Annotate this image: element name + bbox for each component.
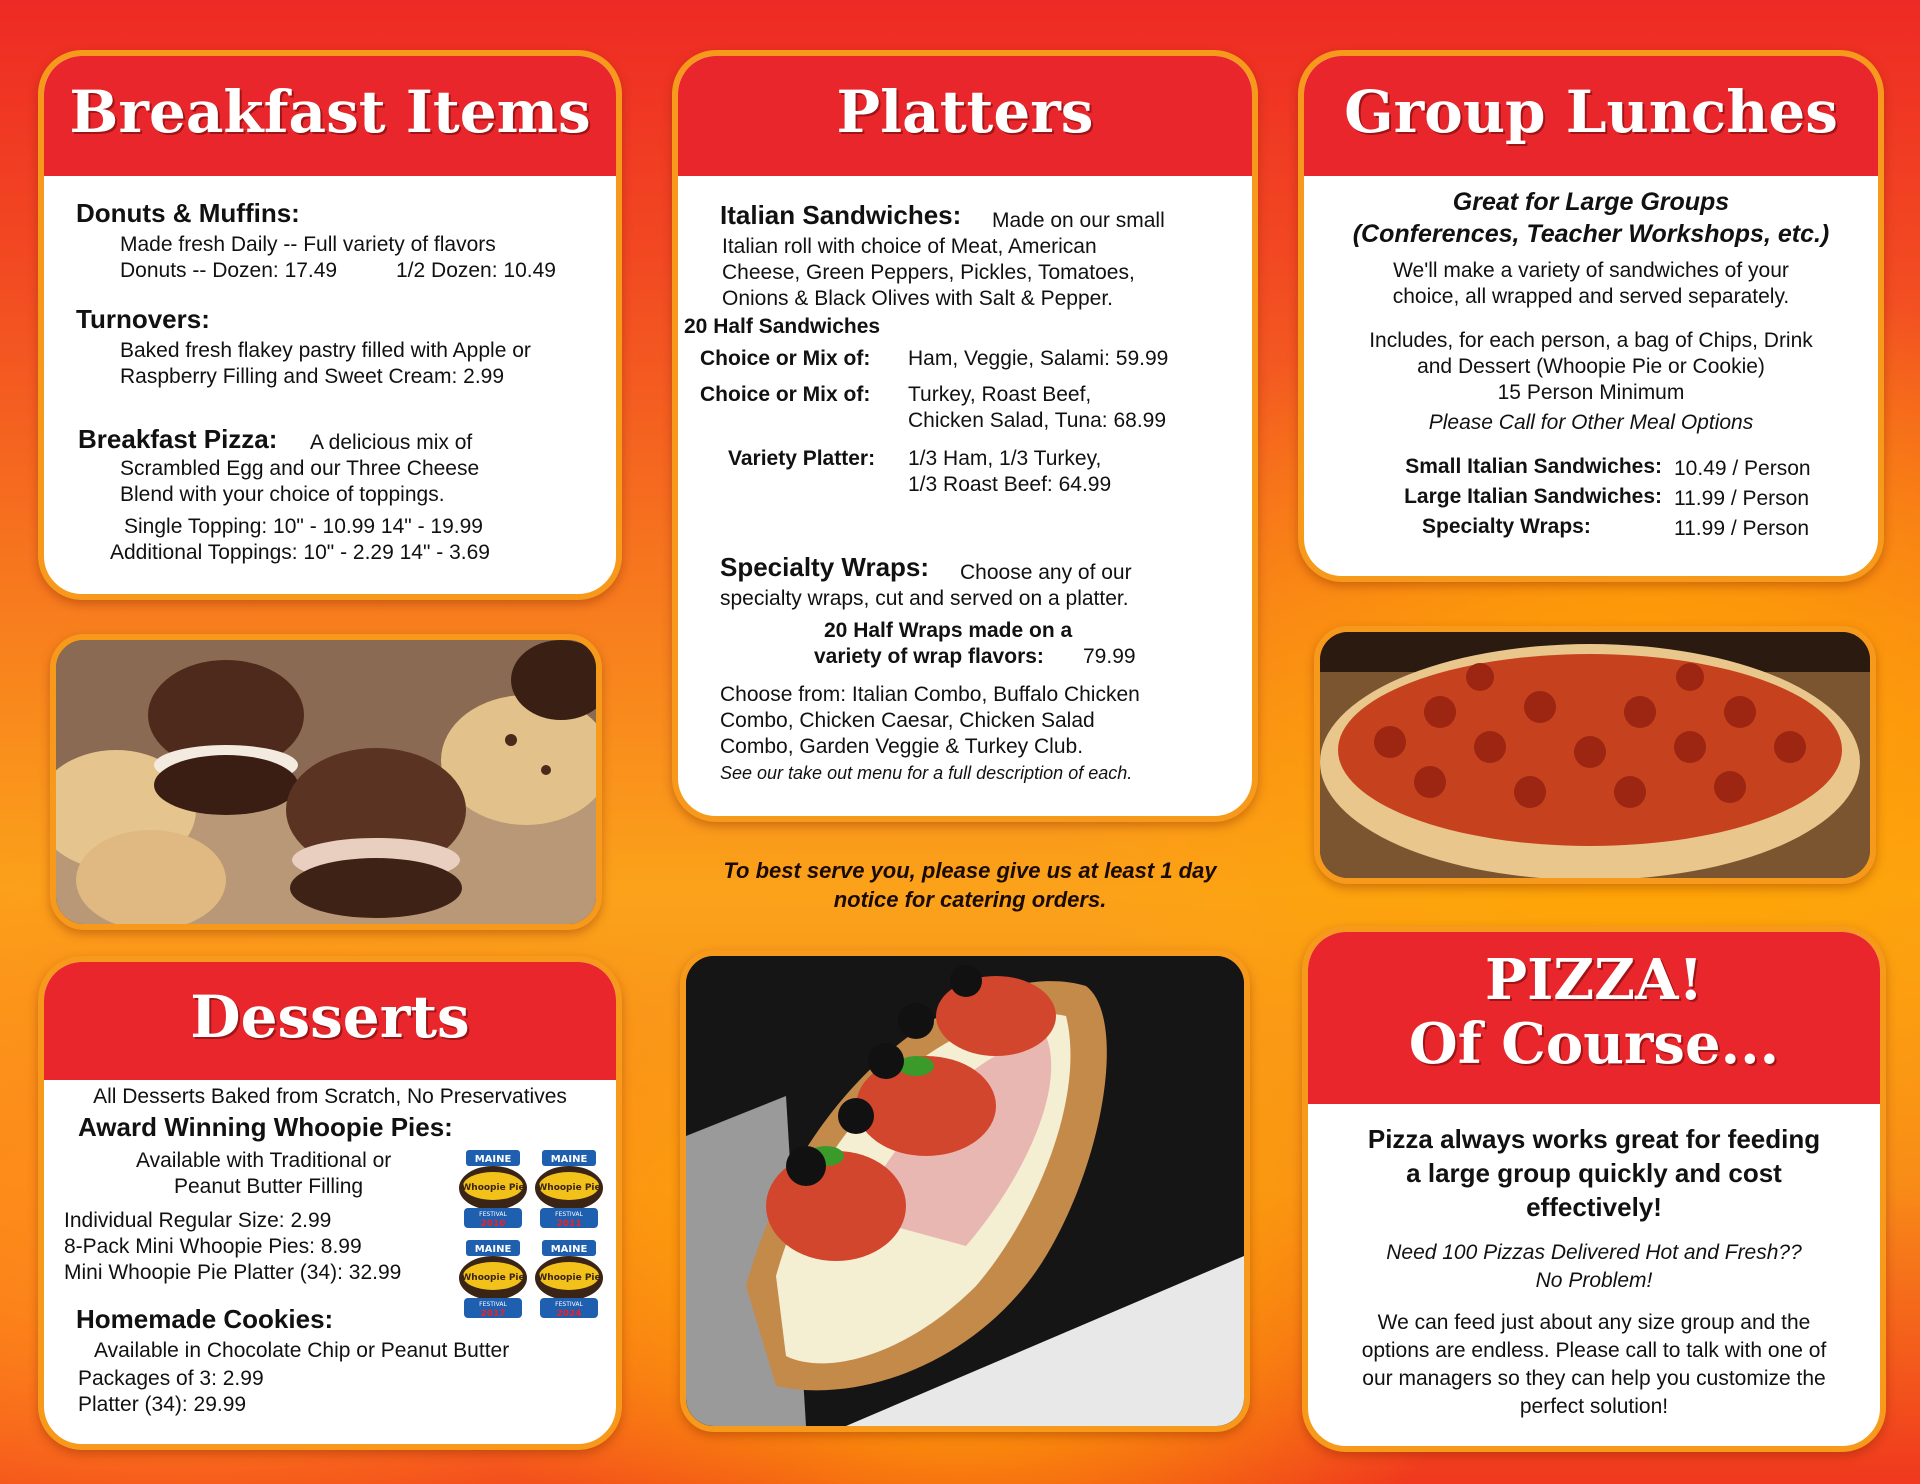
desserts-title: Desserts: [190, 983, 470, 1051]
award-badge-2011: [534, 1150, 604, 1228]
group-line2: choice, all wrapped and served separately.: [1392, 285, 1790, 308]
variety-value-b: 1/3 Roast Beef: 64.99: [908, 473, 1112, 496]
whoopie-line1: Available with Traditional or: [136, 1149, 392, 1172]
pizza-italic1: Need 100 Pizzas Delivered Hot and Fresh??: [1386, 1241, 1802, 1264]
platters-header: [678, 56, 1252, 176]
catering-notice-line1: To best serve you, please give us at least 1 day: [723, 858, 1217, 883]
badge-2010-sub: FESTIVAL: [479, 1211, 507, 1218]
cookies-price1: Packages of 3: 2.99: [78, 1367, 264, 1390]
group-line6: Please Call for Other Meal Options: [1428, 411, 1754, 434]
italian-line4: Onions & Black Olives with Salt & Pepper.: [722, 287, 1114, 310]
turnovers-line2: Raspberry Filling and Sweet Cream: 2.99: [120, 365, 505, 388]
platters-panel: [672, 50, 1258, 822]
wraps-line1: Choose any of our: [960, 561, 1132, 584]
wraps-bold2: variety of wrap flavors:: [814, 645, 1044, 668]
choice-label-1: Choice or Mix of:: [700, 347, 871, 370]
choose-line1: Choose from: Italian Combo, Buffalo Chicken: [720, 683, 1140, 706]
group-row-label-0: Small Italian Sandwiches:: [1405, 455, 1662, 478]
italian-sandwich-photo: [680, 950, 1250, 1432]
donuts-line2b: 1/2 Dozen: 10.49: [396, 259, 556, 282]
whoopie-price1: Individual Regular Size: 2.99: [64, 1209, 332, 1232]
cookies-line1: Available in Chocolate Chip or Peanut Butter: [94, 1339, 510, 1362]
breakfast-pizza-line4: Single Topping: 10" - 10.99 14" - 19.99: [124, 515, 483, 538]
group-line3: Includes, for each person, a bag of Chips, Drink: [1369, 329, 1813, 352]
award-badge-2017: [458, 1240, 528, 1318]
award-badge-2010: [458, 1150, 528, 1228]
choice-label-2: Choice or Mix of:: [700, 383, 871, 406]
badge-2017-year: 2017: [480, 1309, 506, 1318]
half-sandwiches-heading: 20 Half Sandwiches: [684, 315, 881, 338]
badge-2017-top: MAINE: [474, 1244, 512, 1255]
group-lunches-title: Group Lunches: [1344, 78, 1838, 146]
group-subtitle2: (Conferences, Teacher Workshops, etc.): [1352, 220, 1830, 248]
variety-value-a: 1/3 Ham, 1/3 Turkey,: [908, 447, 1102, 470]
sandwich-illustration: [686, 956, 1244, 1426]
wraps-bold1: 20 Half Wraps made on a: [824, 619, 1073, 642]
pizza-title2: Of Course...: [1408, 1011, 1780, 1077]
breakfast-pizza-line2: Scrambled Egg and our Three Cheese: [120, 457, 480, 480]
pizza-italic2: No Problem!: [1535, 1269, 1653, 1292]
badge-2024-main: Whoopie Pie: [537, 1273, 601, 1283]
wraps-price: 79.99: [1083, 645, 1136, 668]
badge-2024-top: MAINE: [550, 1244, 588, 1255]
platters-title: Platters: [836, 78, 1094, 146]
whoopie-cookies-photo: [50, 634, 602, 930]
italian-line1: Made on our small: [992, 209, 1165, 232]
group-line1: We'll make a variety of sandwiches of your: [1393, 259, 1789, 282]
cookies-price2: Platter (34): 29.99: [78, 1393, 247, 1416]
wraps-heading: Specialty Wraps:: [720, 552, 930, 582]
group-subtitle1: Great for Large Groups: [1452, 188, 1730, 216]
catering-notice: [660, 856, 1280, 914]
donuts-line1: Made fresh Daily -- Full variety of flavors: [120, 233, 496, 256]
badge-2011-top: MAINE: [550, 1154, 588, 1165]
donuts-heading: Donuts & Muffins:: [76, 198, 300, 228]
badge-2011-main: Whoopie Pie: [537, 1183, 601, 1193]
group-line5: 15 Person Minimum: [1497, 381, 1685, 404]
badge-2017-main: Whoopie Pie: [461, 1273, 525, 1283]
group-lunches-header: [1304, 56, 1878, 176]
choice-value-2b: Chicken Salad, Tuna: 68.99: [908, 409, 1167, 432]
breakfast-pizza-line5: Additional Toppings: 10" - 2.29 14" - 3.69: [110, 541, 490, 564]
whoopie-heading: Award Winning Whoopie Pies:: [78, 1112, 453, 1142]
whoopie-cookies-illustration: [56, 640, 596, 924]
wraps-line2: specialty wraps, cut and served on a platter.: [720, 587, 1129, 610]
pizza-illustration: [1320, 632, 1870, 878]
whoopie-price2: 8-Pack Mini Whoopie Pies: 8.99: [64, 1235, 362, 1258]
badge-2010-year: 2010: [480, 1219, 506, 1228]
pizza-panel: [1302, 926, 1886, 1452]
breakfast-pizza-heading: Breakfast Pizza:: [78, 424, 278, 454]
group-lunches-panel: [1298, 50, 1884, 582]
badge-2024-sub: FESTIVAL: [555, 1301, 583, 1308]
badge-2010-main: Whoopie Pie: [461, 1183, 525, 1193]
catering-notice-line2: notice for catering orders.: [833, 887, 1107, 912]
choose-line2: Combo, Chicken Caesar, Chicken Salad: [720, 709, 1095, 732]
turnovers-line1: Baked fresh flakey pastry filled with Apple or: [120, 339, 531, 362]
pizza-bold3: effectively!: [1526, 1192, 1662, 1222]
badge-2010-top: MAINE: [474, 1154, 512, 1165]
award-badge-2024: [534, 1240, 604, 1318]
breakfast-panel: [38, 50, 622, 600]
breakfast-header: [44, 56, 616, 176]
pizza-body1: We can feed just about any size group and the: [1377, 1311, 1811, 1334]
cookies-heading: Homemade Cookies:: [76, 1304, 334, 1334]
group-row-price-0: 10.49 / Person: [1674, 457, 1811, 480]
choose-line3: Combo, Garden Veggie & Turkey Club.: [720, 735, 1084, 758]
breakfast-pizza-line3: Blend with your choice of toppings.: [120, 483, 445, 506]
group-row-label-1: Large Italian Sandwiches:: [1404, 485, 1662, 508]
desserts-intro: All Desserts Baked from Scratch, No Preservatives: [93, 1085, 567, 1108]
badge-2024-year: 2024: [556, 1309, 582, 1318]
whoopie-line2: Peanut Butter Filling: [174, 1175, 364, 1198]
whoopie-price3: Mini Whoopie Pie Platter (34): 32.99: [64, 1261, 402, 1284]
choice-value-2a: Turkey, Roast Beef,: [908, 383, 1092, 406]
turnovers-heading: Turnovers:: [76, 304, 210, 334]
choice-value-1: Ham, Veggie, Salami: 59.99: [908, 347, 1169, 370]
italian-line2: Italian roll with choice of Meat, American: [722, 235, 1097, 258]
pizza-body4: perfect solution!: [1519, 1395, 1669, 1418]
group-row-label-2: Specialty Wraps:: [1422, 515, 1591, 538]
pizza-header: [1308, 932, 1880, 1104]
pizza-body2: options are endless. Please call to talk with one of: [1361, 1339, 1827, 1362]
pizza-bold2: a large group quickly and cost: [1406, 1158, 1782, 1188]
breakfast-title: Breakfast Items: [69, 78, 591, 146]
pizza-title1: PIZZA!: [1484, 947, 1704, 1013]
pizza-body3: our managers so they can help you customize the: [1362, 1367, 1826, 1390]
choose-note: See our take out menu for a full description of each.: [720, 763, 1133, 783]
pizza-bold1: Pizza always works great for feeding: [1367, 1124, 1821, 1154]
desserts-panel: [38, 956, 622, 1450]
italian-heading: Italian Sandwiches:: [720, 200, 962, 230]
group-line4: and Dessert (Whoopie Pie or Cookie): [1417, 355, 1765, 378]
breakfast-pizza-line1: A delicious mix of: [310, 431, 473, 454]
badge-2017-sub: FESTIVAL: [479, 1301, 507, 1308]
badge-2011-sub: FESTIVAL: [555, 1211, 583, 1218]
group-row-price-1: 11.99 / Person: [1674, 487, 1810, 510]
donuts-line2: Donuts -- Dozen: 17.49: [120, 259, 338, 282]
pepperoni-pizza-photo: [1314, 626, 1876, 884]
desserts-header: [44, 962, 616, 1080]
group-row-price-2: 11.99 / Person: [1674, 517, 1810, 540]
italian-line3: Cheese, Green Peppers, Pickles, Tomatoes,: [722, 261, 1135, 284]
badge-2011-year: 2011: [556, 1219, 582, 1228]
variety-label: Variety Platter:: [728, 447, 876, 470]
